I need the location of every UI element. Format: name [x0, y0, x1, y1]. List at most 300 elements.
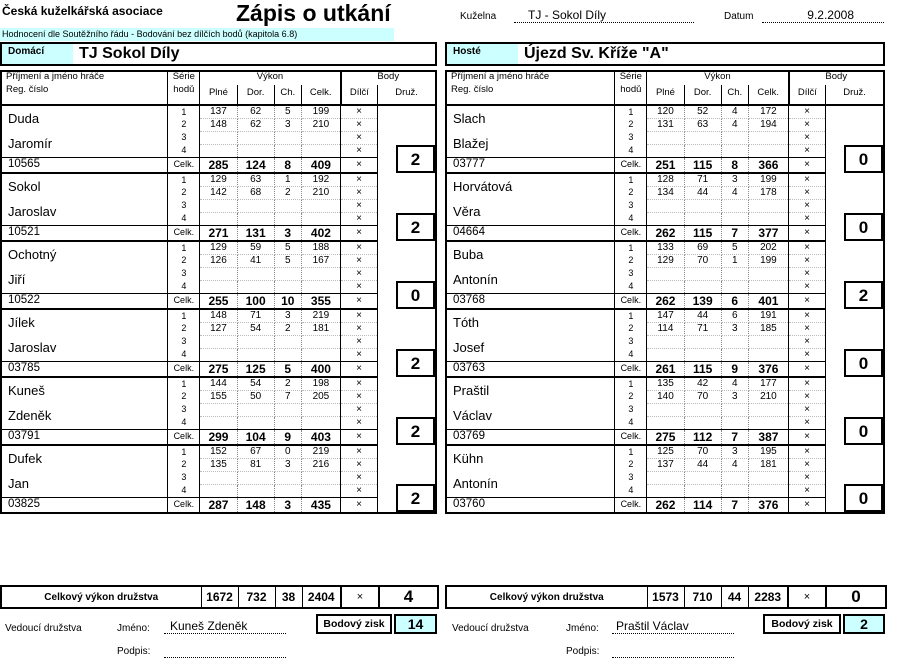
series-value[interactable]: 2	[274, 377, 301, 390]
series-number: 2	[615, 118, 647, 131]
series-value[interactable]: 41	[237, 254, 274, 267]
series-value[interactable]	[301, 335, 340, 348]
series-row	[446, 445, 884, 458]
series-value[interactable]	[748, 280, 788, 293]
series-value[interactable]: 198	[301, 377, 340, 390]
home-captain-label: Vedoucí družstva	[5, 623, 82, 634]
series-value[interactable]	[684, 348, 721, 361]
away-total-sum: 2283	[748, 586, 788, 608]
series-value[interactable]: 129	[200, 241, 237, 254]
player-firstname[interactable]: Jiří	[8, 272, 26, 288]
series-value[interactable]: 63	[684, 118, 721, 131]
series-row	[446, 403, 884, 416]
player-surname[interactable]: Slach	[453, 111, 486, 126]
venue-field[interactable]: TJ - Sokol Díly	[514, 8, 694, 23]
series-value[interactable]	[200, 131, 237, 144]
player-total-value: 287	[200, 497, 237, 513]
home-team-total	[0, 585, 439, 609]
partial-total: ×	[789, 157, 826, 173]
series-value[interactable]: 177	[748, 377, 788, 390]
series-value[interactable]	[237, 403, 274, 416]
series-value[interactable]	[200, 212, 237, 225]
series-value[interactable]	[237, 484, 274, 497]
player-total-value: 262	[647, 225, 684, 241]
series-value[interactable]: 44	[684, 458, 721, 471]
series-value[interactable]: 44	[684, 186, 721, 199]
series-value[interactable]	[301, 416, 340, 429]
player-surname[interactable]: Horvátová	[453, 179, 513, 194]
series-value[interactable]: 135	[200, 458, 237, 471]
series-value[interactable]	[721, 144, 748, 157]
series-value[interactable]: 133	[647, 241, 684, 254]
series-value[interactable]	[647, 267, 684, 280]
series-value[interactable]	[200, 484, 237, 497]
series-value[interactable]: 5	[274, 254, 301, 267]
series-value[interactable]: 178	[748, 186, 788, 199]
series-value[interactable]	[684, 403, 721, 416]
series-value[interactable]	[274, 267, 301, 280]
series-value[interactable]: 199	[301, 105, 340, 118]
series-value[interactable]	[647, 335, 684, 348]
series-value[interactable]: 205	[301, 390, 340, 403]
player-surname[interactable]: Duda	[8, 111, 40, 126]
series-value[interactable]	[274, 484, 301, 497]
series-value[interactable]: 199	[748, 254, 788, 267]
player-surname[interactable]: Sokol	[8, 179, 41, 194]
organization-name: Česká kuželkářská asociace	[2, 4, 163, 18]
series-value[interactable]	[274, 471, 301, 484]
series-value[interactable]	[748, 484, 788, 497]
series-value[interactable]	[301, 280, 340, 293]
total-label: Celk.	[615, 157, 647, 173]
series-value[interactable]: 42	[684, 377, 721, 390]
series-value[interactable]: 3	[721, 445, 748, 458]
series-value[interactable]: 216	[301, 458, 340, 471]
series-value[interactable]	[748, 335, 788, 348]
series-value[interactable]	[647, 416, 684, 429]
series-value[interactable]: 135	[647, 377, 684, 390]
series-value[interactable]: 2	[274, 186, 301, 199]
player-surname[interactable]: Dufek	[8, 451, 42, 466]
series-value[interactable]	[200, 471, 237, 484]
player-reg-no[interactable]: 03760	[446, 497, 615, 513]
series-value[interactable]	[684, 471, 721, 484]
series-number: 2	[168, 390, 200, 403]
total-label: Celk.	[615, 225, 647, 241]
home-signature-label: Podpis:	[117, 646, 151, 657]
partial-total: ×	[789, 429, 826, 445]
player-reg-no[interactable]: 03791	[1, 429, 168, 445]
series-value[interactable]	[647, 403, 684, 416]
player-firstname[interactable]: Jaromír	[8, 136, 53, 152]
series-number: 2	[168, 254, 200, 267]
series-value[interactable]	[237, 267, 274, 280]
team-points-cell	[378, 377, 436, 445]
series-value[interactable]	[684, 199, 721, 212]
series-row	[1, 173, 436, 186]
partial-points: ×	[789, 403, 826, 416]
partial-points: ×	[341, 267, 378, 280]
series-value[interactable]: 1	[274, 173, 301, 186]
series-value[interactable]	[200, 348, 237, 361]
series-value[interactable]	[647, 280, 684, 293]
series-value[interactable]	[748, 403, 788, 416]
player-reg-no[interactable]: 03768	[446, 293, 615, 309]
series-value[interactable]: 142	[200, 186, 237, 199]
series-number: 3	[168, 403, 200, 416]
series-value[interactable]	[301, 471, 340, 484]
player-firstname[interactable]: Antonín	[453, 272, 498, 288]
series-value[interactable]	[721, 131, 748, 144]
series-value[interactable]: 68	[237, 186, 274, 199]
series-value[interactable]	[237, 335, 274, 348]
series-value[interactable]	[237, 131, 274, 144]
home-team-points: 4	[379, 586, 438, 608]
away-captain-name-field[interactable]: Praštil Václav	[612, 619, 734, 634]
series-value[interactable]	[274, 348, 301, 361]
series-value[interactable]: 5	[274, 105, 301, 118]
partial-points: ×	[341, 212, 378, 225]
series-value[interactable]: 131	[647, 118, 684, 131]
home-captain-name-field[interactable]: Kuneš Zdeněk	[164, 619, 286, 634]
series-value[interactable]	[200, 280, 237, 293]
series-value[interactable]: 125	[647, 445, 684, 458]
series-value[interactable]	[684, 131, 721, 144]
series-value[interactable]	[200, 199, 237, 212]
series-value[interactable]	[274, 199, 301, 212]
series-value[interactable]: 152	[200, 445, 237, 458]
series-value[interactable]: 3	[721, 173, 748, 186]
series-value[interactable]: 3	[274, 118, 301, 131]
total-row	[1, 157, 436, 173]
series-value[interactable]: 70	[684, 390, 721, 403]
series-value[interactable]: 4	[721, 105, 748, 118]
series-value[interactable]	[274, 131, 301, 144]
series-value[interactable]: 137	[647, 458, 684, 471]
series-value[interactable]: 191	[748, 309, 788, 322]
series-value[interactable]	[237, 416, 274, 429]
player-total-value: 400	[301, 361, 340, 377]
player-reg-no[interactable]: 03825	[1, 497, 168, 513]
series-value[interactable]: 219	[301, 445, 340, 458]
series-value[interactable]	[647, 199, 684, 212]
series-value[interactable]: 167	[301, 254, 340, 267]
series-value[interactable]: 6	[721, 309, 748, 322]
player-surname[interactable]: Kuneš	[8, 383, 45, 398]
series-value[interactable]	[721, 280, 748, 293]
series-value[interactable]: 210	[748, 390, 788, 403]
series-value[interactable]: 195	[748, 445, 788, 458]
player-total-value: 261	[647, 361, 684, 377]
series-value[interactable]	[721, 348, 748, 361]
series-value[interactable]: 70	[684, 445, 721, 458]
player-total-value: 271	[200, 225, 237, 241]
series-value[interactable]: 147	[647, 309, 684, 322]
series-value[interactable]	[274, 280, 301, 293]
player-firstname[interactable]: Jaroslav	[8, 340, 57, 356]
series-value[interactable]: 199	[748, 173, 788, 186]
series-value[interactable]: 128	[647, 173, 684, 186]
player-firstname[interactable]: Antonín	[453, 476, 498, 492]
series-value[interactable]: 219	[301, 309, 340, 322]
series-value[interactable]: 3	[721, 322, 748, 335]
series-value[interactable]	[721, 212, 748, 225]
series-number: 2	[168, 118, 200, 131]
series-value[interactable]: 126	[200, 254, 237, 267]
series-value[interactable]: 69	[684, 241, 721, 254]
away-team-name[interactable]: Újezd Sv. Kříže "A"	[524, 45, 669, 62]
series-value[interactable]	[301, 199, 340, 212]
series-value[interactable]: 3	[274, 309, 301, 322]
total-row	[446, 429, 884, 445]
series-value[interactable]	[647, 471, 684, 484]
series-value[interactable]: 129	[647, 254, 684, 267]
away-points-gain-value: 2	[843, 614, 885, 634]
partial-points: ×	[341, 241, 378, 254]
series-value[interactable]: 155	[200, 390, 237, 403]
series-value[interactable]: 4	[721, 118, 748, 131]
series-value[interactable]	[721, 471, 748, 484]
away-captain-name-label: Jméno:	[566, 623, 599, 634]
series-value[interactable]	[647, 212, 684, 225]
player-reg-no[interactable]: 10565	[1, 157, 168, 173]
series-value[interactable]	[748, 199, 788, 212]
series-value[interactable]: 71	[684, 322, 721, 335]
series-value[interactable]	[237, 471, 274, 484]
player-reg-no[interactable]: 10521	[1, 225, 168, 241]
series-value[interactable]: 144	[200, 377, 237, 390]
series-value[interactable]: 127	[200, 322, 237, 335]
series-value[interactable]: 59	[237, 241, 274, 254]
player-team-points: 0	[844, 145, 883, 173]
series-value[interactable]: 134	[647, 186, 684, 199]
series-value[interactable]: 4	[721, 458, 748, 471]
partial-points: ×	[341, 186, 378, 199]
series-value[interactable]: 120	[647, 105, 684, 118]
series-value[interactable]	[237, 199, 274, 212]
series-value[interactable]	[721, 199, 748, 212]
series-value[interactable]	[721, 335, 748, 348]
series-value[interactable]	[301, 267, 340, 280]
col-full: Plné	[200, 85, 237, 105]
series-value[interactable]	[301, 131, 340, 144]
series-value[interactable]	[237, 348, 274, 361]
player-reg-no[interactable]: 03777	[446, 157, 615, 173]
series-value[interactable]: 148	[200, 118, 237, 131]
total-row	[446, 293, 884, 309]
team-points-cell	[378, 241, 436, 309]
partial-points: ×	[789, 335, 826, 348]
series-value[interactable]: 129	[200, 173, 237, 186]
player-reg-no[interactable]: 03763	[446, 361, 615, 377]
partial-total: ×	[341, 497, 378, 513]
series-value[interactable]: 3	[721, 390, 748, 403]
series-value[interactable]	[684, 335, 721, 348]
series-value[interactable]: 3	[274, 458, 301, 471]
series-value[interactable]: 185	[748, 322, 788, 335]
home-team-name[interactable]: TJ Sokol Díly	[79, 45, 180, 62]
series-value[interactable]	[684, 280, 721, 293]
away-signature-field[interactable]	[612, 646, 734, 658]
partial-points: ×	[789, 280, 826, 293]
series-value[interactable]: 5	[721, 241, 748, 254]
series-value[interactable]	[274, 144, 301, 157]
series-value[interactable]: 4	[721, 186, 748, 199]
player-surname[interactable]: Ochotný	[8, 247, 57, 262]
col-misses: Ch.	[274, 85, 301, 105]
series-row	[1, 335, 436, 348]
series-value[interactable]: 181	[748, 458, 788, 471]
series-value[interactable]: 44	[684, 309, 721, 322]
series-value[interactable]: 137	[200, 105, 237, 118]
series-value[interactable]	[721, 416, 748, 429]
away-total-clear: 710	[684, 586, 721, 608]
player-team-points: 2	[396, 349, 435, 377]
series-value[interactable]: 188	[301, 241, 340, 254]
series-value[interactable]	[274, 335, 301, 348]
partial-points: ×	[341, 348, 378, 361]
player-firstname[interactable]: Jaroslav	[8, 204, 57, 220]
series-value[interactable]	[748, 212, 788, 225]
series-value[interactable]: 62	[237, 118, 274, 131]
series-value[interactable]	[301, 144, 340, 157]
series-value[interactable]: 210	[301, 186, 340, 199]
date-label: Datum	[724, 11, 754, 22]
series-value[interactable]: 7	[274, 390, 301, 403]
series-value[interactable]: 63	[237, 173, 274, 186]
series-value[interactable]	[684, 484, 721, 497]
player-firstname[interactable]: Blažej	[453, 136, 489, 152]
series-value[interactable]	[684, 212, 721, 225]
player-firstname[interactable]: Zdeněk	[8, 408, 52, 424]
series-value[interactable]: 67	[237, 445, 274, 458]
series-value[interactable]: 172	[748, 105, 788, 118]
series-value[interactable]: 140	[647, 390, 684, 403]
series-value[interactable]: 62	[237, 105, 274, 118]
away-points-gain-label: Bodový zisk	[763, 614, 841, 634]
series-row	[1, 471, 436, 484]
player-surname[interactable]: Tóth	[453, 315, 480, 330]
series-row	[446, 131, 884, 144]
series-value[interactable]	[200, 416, 237, 429]
col-series-2: hodů	[615, 85, 647, 105]
series-value[interactable]	[301, 403, 340, 416]
player-surname[interactable]: Kühn	[453, 451, 484, 466]
series-value[interactable]	[200, 335, 237, 348]
series-value[interactable]	[274, 416, 301, 429]
player-surname[interactable]: Jílek	[8, 315, 35, 330]
series-value[interactable]: 0	[274, 445, 301, 458]
series-value[interactable]	[748, 416, 788, 429]
team-points-cell	[826, 173, 884, 241]
series-value[interactable]: 50	[237, 390, 274, 403]
series-value[interactable]: 114	[647, 322, 684, 335]
player-total-value: 262	[647, 497, 684, 513]
series-value[interactable]: 70	[684, 254, 721, 267]
series-value[interactable]: 71	[237, 309, 274, 322]
series-row	[446, 199, 884, 212]
series-value[interactable]: 54	[237, 322, 274, 335]
player-surname[interactable]: Praštil	[453, 383, 490, 398]
series-number: 4	[168, 144, 200, 157]
series-value[interactable]	[274, 403, 301, 416]
series-value[interactable]	[237, 144, 274, 157]
series-value[interactable]	[684, 416, 721, 429]
partial-total: ×	[341, 157, 378, 173]
player-total-value: 104	[237, 429, 274, 445]
series-value[interactable]	[647, 131, 684, 144]
player-reg-no[interactable]: 10522	[1, 293, 168, 309]
player-firstname[interactable]: Josef	[453, 340, 485, 356]
series-value[interactable]	[748, 144, 788, 157]
series-value[interactable]	[647, 144, 684, 157]
series-value[interactable]	[237, 280, 274, 293]
series-value[interactable]	[684, 267, 721, 280]
series-value[interactable]: 194	[748, 118, 788, 131]
series-value[interactable]	[721, 267, 748, 280]
player-reg-no[interactable]: 03785	[1, 361, 168, 377]
series-value[interactable]	[200, 403, 237, 416]
series-value[interactable]	[274, 212, 301, 225]
series-value[interactable]	[200, 144, 237, 157]
series-value[interactable]: 2	[274, 322, 301, 335]
series-value[interactable]: 1	[721, 254, 748, 267]
series-value[interactable]	[721, 403, 748, 416]
player-reg-no[interactable]: 04664	[446, 225, 615, 241]
series-value[interactable]	[647, 348, 684, 361]
series-number: 4	[615, 484, 647, 497]
series-value[interactable]: 81	[237, 458, 274, 471]
series-value[interactable]	[748, 471, 788, 484]
partial-points: ×	[341, 471, 378, 484]
series-value[interactable]	[301, 348, 340, 361]
series-value[interactable]: 71	[684, 173, 721, 186]
series-value[interactable]	[301, 484, 340, 497]
series-value[interactable]	[647, 484, 684, 497]
series-value[interactable]: 52	[684, 105, 721, 118]
home-team-label: Domácí	[2, 44, 73, 64]
player-firstname[interactable]: Václav	[453, 408, 493, 424]
partial-points: ×	[789, 416, 826, 429]
series-value[interactable]	[748, 131, 788, 144]
player-reg-no[interactable]: 03769	[446, 429, 615, 445]
series-value[interactable]: 192	[301, 173, 340, 186]
series-value[interactable]	[721, 484, 748, 497]
player-firstname[interactable]: Jan	[8, 476, 29, 492]
player-total-value: 402	[301, 225, 340, 241]
series-value[interactable]: 181	[301, 322, 340, 335]
series-value[interactable]: 210	[301, 118, 340, 131]
series-value[interactable]: 202	[748, 241, 788, 254]
player-firstname[interactable]: Věra	[453, 204, 481, 220]
player-total-value: 376	[748, 361, 788, 377]
partial-points: ×	[341, 416, 378, 429]
home-signature-field[interactable]	[164, 646, 286, 658]
series-value[interactable]	[200, 267, 237, 280]
player-surname[interactable]: Buba	[453, 247, 484, 262]
series-value[interactable]: 148	[200, 309, 237, 322]
total-label: Celk.	[615, 293, 647, 309]
series-value[interactable]: 4	[721, 377, 748, 390]
date-field[interactable]: 9.2.2008	[762, 8, 884, 23]
series-value[interactable]	[684, 144, 721, 157]
series-value[interactable]	[748, 348, 788, 361]
series-value[interactable]: 5	[274, 241, 301, 254]
series-value[interactable]	[748, 267, 788, 280]
series-value[interactable]: 54	[237, 377, 274, 390]
series-value[interactable]	[301, 212, 340, 225]
series-value[interactable]	[237, 212, 274, 225]
